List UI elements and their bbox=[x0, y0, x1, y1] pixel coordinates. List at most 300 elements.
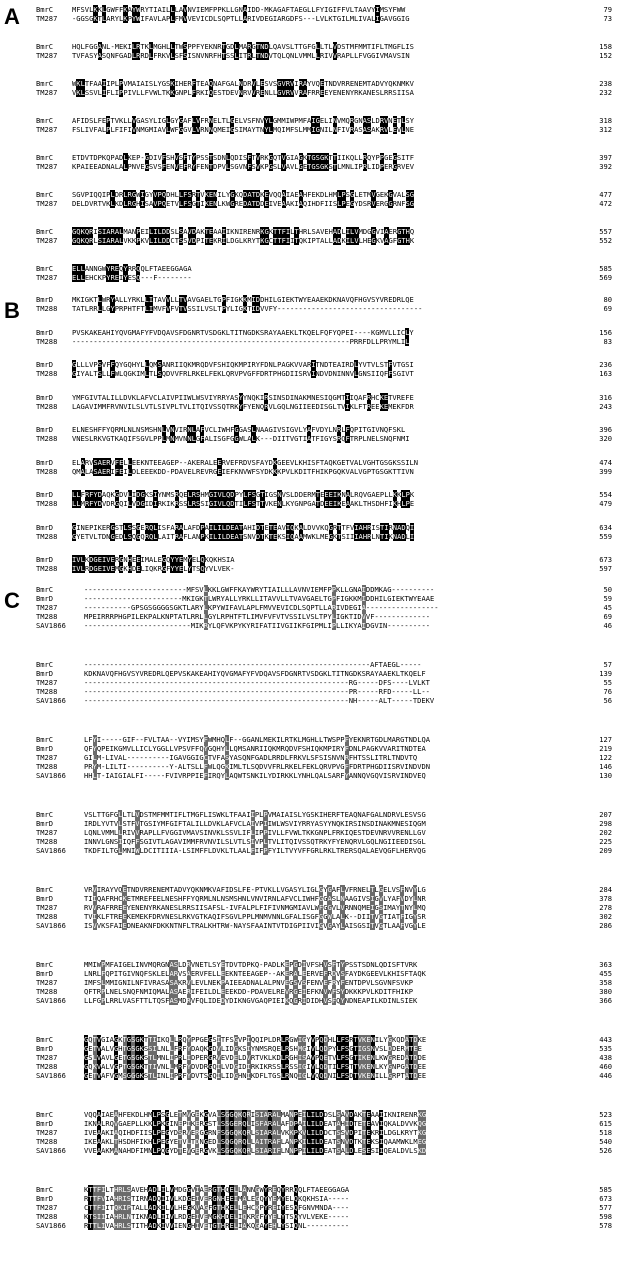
sequence-row bbox=[36, 921, 614, 930]
sequence-name: TM287 bbox=[36, 88, 58, 97]
sequence-row bbox=[36, 1062, 614, 1071]
sequence-row bbox=[36, 425, 614, 434]
residue-count: 598 bbox=[599, 1212, 612, 1221]
sequence-row bbox=[36, 696, 614, 705]
alignment-block bbox=[36, 810, 614, 855]
sequence-row bbox=[36, 532, 614, 541]
sequence-name: BmrC bbox=[36, 660, 54, 669]
panel-label: C bbox=[4, 588, 20, 613]
sequence-row bbox=[36, 1035, 614, 1044]
residue-count: 557 bbox=[599, 227, 612, 236]
sequence-name: TM288 bbox=[36, 1137, 58, 1146]
residue-count: 460 bbox=[599, 1062, 612, 1071]
sequence-name: BmrC bbox=[36, 42, 54, 51]
residue-count: 232 bbox=[599, 88, 612, 97]
sequence-row bbox=[36, 753, 614, 762]
sequence-residues: VVEAAKMANAHDFIMNLPQGYDTEVGERGVKLSGGQKQRLSIARIFLNNPPILILDEATSALDLESESIIQEALDVLSKD bbox=[84, 1146, 427, 1155]
sequence-row bbox=[36, 660, 614, 669]
sequence-row bbox=[36, 1044, 614, 1053]
residue-count: 477 bbox=[599, 190, 612, 199]
residue-count: 202 bbox=[599, 828, 612, 837]
sequence-name: TM288 bbox=[36, 612, 58, 621]
sequence-name: SAV1866 bbox=[36, 996, 66, 1005]
residue-count: 474 bbox=[599, 457, 612, 467]
sequence-residues: GIYALTSLLFWLQGKIMLTLSQDVVFRLRKELFEKLQRVPVGFFDRTPHGDIISRVINDVDNINNVLGNSIIQFFSGIVT bbox=[72, 369, 414, 378]
sequence-residues: GINEPIKERGSTLSSGERQLISFARALAFDPAILILDEATAHIDTETEAVIQKALDVVKQGRTTFVIAHRISTIRNADQI bbox=[72, 522, 415, 532]
sequence-row bbox=[36, 499, 614, 508]
residue-count: 559 bbox=[599, 531, 612, 541]
sequence-row bbox=[36, 621, 614, 630]
sequence-residues: RTTFVIAHRISTIRNADQIIVLKDGEIVERGNHEEIMALEGQYYEMYELQKQKHSIA----- bbox=[84, 1194, 350, 1203]
sequence-residues: QFTRPLNELSNQFNMIQMALASAERIFEILDLEEEKDD-PDAVELREVRGEIEFKNVWFSYDKKKPVLKDITFHIKP bbox=[84, 987, 414, 996]
alignment-block bbox=[36, 42, 614, 60]
residue-count: 152 bbox=[599, 51, 612, 60]
sequence-residues: YMFGIVTALILLDVKLAFVCLAIVPIIWLWSVIYRRYASYYNQKIRSINSDINAKMNESIQGMTIIQAFRHCKETVREFE bbox=[72, 392, 414, 402]
residue-count: 673 bbox=[599, 1194, 612, 1203]
residue-count: 209 bbox=[599, 846, 612, 855]
sequence-name: TM288 bbox=[36, 499, 58, 508]
residue-count: 446 bbox=[599, 1071, 612, 1080]
sequence-residues: VKLSSVLIFLIPPIVLLFVWLTKKGNPLFRKIQESTDEVNRVVRENLLGVRVVRAFRREEYENENYRKANESLRRSIISA bbox=[72, 88, 414, 97]
sequence-name: TM288 bbox=[36, 912, 58, 921]
sequence-name: BmrD bbox=[36, 594, 54, 603]
residue-count: 378 bbox=[599, 894, 612, 903]
panel-label: A bbox=[4, 4, 20, 29]
sequence-name: TM287 bbox=[36, 162, 58, 171]
residue-count: 243 bbox=[599, 401, 612, 411]
residue-count: 79 bbox=[603, 5, 612, 14]
sequence-residues: VSLTTGFGLLTLVDSTMFMMTIFLTMGFLISWKLTFAAIIPLPVMAIAISLYGSKIHERFTEAQNAFGALNDRVLESVSG bbox=[84, 810, 426, 819]
sequence-residues: MFSVLKKLGWFFKAYWRYTIAILLLAVNVIEMFPPKLLGNAIDD-MKAGAFTAEGLLFYIGIFFVLTAAVYIMSYFWW bbox=[72, 5, 406, 14]
sequence-row bbox=[36, 894, 614, 903]
sequence-residues: DELDVRTVKLKDLRGHISAVPQETVLFSGTIKENLKWGREDATDDEIVEAAKIAQIHDFIISLPEGYDSRVERGGRNFSG bbox=[72, 199, 415, 208]
sequence-row bbox=[36, 273, 614, 282]
sequence-name: BmrD bbox=[36, 457, 54, 467]
alignment-block bbox=[36, 523, 614, 541]
sequence-name: TM287 bbox=[36, 1053, 58, 1062]
sequence-row bbox=[36, 467, 614, 476]
sequence-name: TM288 bbox=[36, 564, 58, 573]
sequence-residues: TVIKLFTREEKEMEKFDRVNESLRKVGTKAQIFSGVLPPLMNMVNNLGFALISGFGGWLALK--DIITVGTIATFIGYSR bbox=[84, 912, 426, 921]
sequence-name: SAV1866 bbox=[36, 771, 66, 780]
sequence-name: TM287 bbox=[36, 678, 58, 687]
alignment-block bbox=[36, 153, 614, 171]
sequence-row bbox=[36, 153, 614, 162]
alignment-block bbox=[36, 458, 614, 476]
sequence-name: TM287 bbox=[36, 603, 58, 612]
sequence-residues: IKEAAKLTHSDHFIKHLPEGYETVLTDNGEDLSQGQRQLLAITRAFLANPKILILDEATSNVDTKTEKSIQAAMWKLMEG bbox=[84, 1137, 427, 1146]
sequence-residues: LLFGPLRRLVASFTTLTQSFASMDRVFQLIDEDYDIKNGVGAQPIEIKQGRIDIDHVSFQYNDNEAPILKDINLSIEK bbox=[84, 996, 418, 1005]
sequence-residues: VQQAIAEAHFEKDLHMLPSGLETMVGEKGVALSGGQKQRISIARALMANPEILILDDSLSAVDAKTEAAIIKNIRENRKG bbox=[84, 1110, 427, 1119]
alignment-block bbox=[36, 660, 614, 705]
residue-count: 552 bbox=[599, 236, 612, 245]
sequence-row bbox=[36, 837, 614, 846]
sequence-row bbox=[36, 1071, 614, 1080]
residue-count: 392 bbox=[599, 162, 612, 171]
sequence-name: BmrD bbox=[36, 669, 54, 678]
sequence-residues: GQKVALVGPTGSGKTTIVNLLMRFYDVDRGQILVDGIDIRKIKRSSLRSSIGIVLQDTILFSTTVKENLKYGNPGATDEE bbox=[84, 1062, 427, 1071]
sequence-name: TM288 bbox=[36, 531, 58, 541]
sequence-row bbox=[36, 337, 614, 346]
sequence-name: BmrC bbox=[36, 79, 54, 88]
sequence-row bbox=[36, 227, 614, 236]
sequence-row bbox=[36, 79, 614, 88]
sequence-row bbox=[36, 1212, 614, 1221]
sequence-residues: LNRLFQPITGIVNQFSKLELARVSAERVFELLEEKNTEEAGEP--AKERALEERVEFRDVSFAYDKGEEVLKHISFTAQK bbox=[84, 969, 426, 978]
alignment-block bbox=[36, 1035, 614, 1080]
sequence-residues: VRVIRAYVQETNDVRRENEMTADVYQKNMKVAFIDSLFE-PTVKLLVGASYLIGLGYGAFLVFRNELTLGELVSFNVYLG bbox=[84, 885, 426, 894]
sequence-name: TM288 bbox=[36, 762, 58, 771]
sequence-residues: HQLFGGANL-MEKILRTKLMGHLLTWSPPFYEKNRTGDLMARGTNDLQAVSLTTGFGLLTLVDSTMFMMTIFLTMGFLIS bbox=[72, 42, 414, 51]
alignment-block bbox=[36, 1185, 614, 1230]
sequence-name: TM287 bbox=[36, 199, 58, 208]
sequence-name: TM287 bbox=[36, 1203, 58, 1212]
alignment-block bbox=[36, 960, 614, 1005]
sequence-residues: -----------------------MKIGKTLWRYALLYRKLLITAVVLLTVAVGAELTGPFIGKKMIDDHILGIEKTWYEAAE bbox=[84, 594, 435, 603]
residue-count: 363 bbox=[599, 960, 612, 969]
sequence-row bbox=[36, 1221, 614, 1230]
sequence-row bbox=[36, 819, 614, 828]
residue-count: 73 bbox=[603, 14, 612, 23]
alignment-block bbox=[36, 425, 614, 443]
sequence-row bbox=[36, 678, 614, 687]
sequence-row bbox=[36, 125, 614, 134]
sequence-name: BmrC bbox=[36, 810, 54, 819]
residue-count: 139 bbox=[599, 669, 612, 678]
sequence-name: BmrD bbox=[36, 392, 54, 402]
sequence-row bbox=[36, 912, 614, 921]
sequence-name: BmrD bbox=[36, 425, 54, 434]
sequence-row bbox=[36, 771, 614, 780]
sequence-residues: KDKNAVQFHGVSYVREDRLQEPVSKAKEAHIYQVGMAFYFVDQAVSFDGNRTVSDGKLTITNGDKSRAYAAEKLTKQELF bbox=[84, 669, 426, 678]
sequence-residues: ELLANNGWYREQYRRQQLFTAEEGGAGA bbox=[72, 264, 192, 273]
sequence-residues: IKNALRQVGAEPLLKKLPKGINEPIKERGSTLSSGERQLISFARALAFDPAILILDEATAHIDTETEAVIQKALDVVKQG bbox=[84, 1119, 427, 1128]
sequence-name: BmrD bbox=[36, 969, 54, 978]
sequence-name: TM288 bbox=[36, 687, 58, 696]
residue-count: 312 bbox=[599, 125, 612, 134]
residue-count: 472 bbox=[599, 199, 612, 208]
sequence-residues: --------------------------------------------------------------RG-----DFS----LVLKT bbox=[84, 678, 430, 687]
sequence-residues: LLFRFYDAQKGDVLIDGKSIYNMSRQELRSHMGIVLQDPYLFSGTIGSNVSLDDERMTEEEIKNALRQVGAEPLLKKLPK bbox=[72, 490, 415, 499]
sequence-residues: VNESLRKVGTKAQIFSGVLPPLMNMVNNLGFALISGFGGWLALK---DIITVGTIATFIGYSRQFTRPLNELSNQFNMI bbox=[72, 434, 410, 443]
alignment-block bbox=[36, 116, 614, 134]
residue-count: 122 bbox=[599, 753, 612, 762]
residue-count: 59 bbox=[603, 594, 612, 603]
sequence-row bbox=[36, 564, 614, 573]
sequence-name: TM288 bbox=[36, 434, 58, 443]
sequence-name: TM287 bbox=[36, 51, 58, 60]
sequence-residues: ELARVSAERVFELLEEKNTEEAGEP--AKERALEERVEFRDVSFAYDKGEEVLKHISFTAQKGETVALVGHTGSGKSSILN bbox=[72, 457, 419, 467]
residue-count: 225 bbox=[599, 837, 612, 846]
alignment-block bbox=[36, 190, 614, 208]
sequence-row bbox=[36, 978, 614, 987]
sequence-residues: LAGAVIMMFRVNVILSLVTLSIVPLTVLITQIVSSQTRKYFYENQRVLGQLNGIIEEDISGLTVIKLFTREEKEMEKFDR bbox=[72, 401, 414, 411]
sequence-name: TM287 bbox=[36, 978, 58, 987]
sequence-row bbox=[36, 51, 614, 60]
sequence-name: BmrD bbox=[36, 1194, 54, 1203]
sequence-residues: TIIQAFRHCKETMREFEELNESHFFYQRMLNLNSMSHNLVNVIRNLAFVCLIWHFGGASLNAAGIVSIGVLYAFVDYLNR bbox=[84, 894, 426, 903]
sequence-name: TM288 bbox=[36, 369, 58, 378]
residue-count: 438 bbox=[599, 1053, 612, 1062]
sequence-row bbox=[36, 190, 614, 199]
residue-count: 207 bbox=[599, 810, 612, 819]
residue-count: 83 bbox=[603, 336, 612, 346]
sequence-row bbox=[36, 585, 614, 594]
sequence-name: BmrD bbox=[36, 744, 54, 753]
sequence-name: BmrC bbox=[36, 227, 54, 236]
sequence-row bbox=[36, 369, 614, 378]
sequence-residues: LLMRFYDVDRGQILVDGIDIRKIKRSSLRSSIGIVLQDTILFSTTVKENLKYGNPGATDEEIKEAAKLTHSDHFIKHLPE bbox=[72, 499, 415, 508]
residue-count: 156 bbox=[599, 327, 612, 337]
sequence-row bbox=[36, 304, 614, 313]
residue-count: 163 bbox=[599, 369, 612, 378]
sequence-name: BmrC bbox=[36, 735, 54, 744]
residue-count: 585 bbox=[599, 264, 612, 273]
residue-count: 146 bbox=[599, 762, 612, 771]
sequence-name: TM287 bbox=[36, 828, 58, 837]
residue-count: 284 bbox=[599, 885, 612, 894]
sequence-row bbox=[36, 669, 614, 678]
alignment-block bbox=[36, 393, 614, 411]
sequence-name: SAV1866 bbox=[36, 1071, 66, 1080]
sequence-row bbox=[36, 555, 614, 564]
residue-count: 585 bbox=[599, 1185, 612, 1194]
sequence-residues: PRYM-LILTI----------Y-ALTSLLFWLQGKIMLTLSQDVVFRLRKELFEKLQRVPVGFFDRTPHGDIISRVINDVDN bbox=[84, 762, 431, 771]
alignment-block bbox=[36, 885, 614, 930]
residue-count: 57 bbox=[603, 660, 612, 669]
residue-count: 80 bbox=[603, 295, 612, 304]
residue-count: 318 bbox=[599, 116, 612, 125]
residue-count: 578 bbox=[599, 1221, 612, 1230]
sequence-residues: SGVPIQQIPLDRLRGWIGYVPQDHLLFSRTVKENILYGKQDATDKEVQQAIAEAHFEKDLHMLPSGLETMVGEKGVALSG bbox=[72, 190, 415, 199]
sequence-row bbox=[36, 996, 614, 1005]
alignment-block bbox=[36, 328, 614, 346]
sequence-residues: TVFASYASQNFGADLRRDLFRKVLSFSISNVNRFHTSSLITRLTNDVTQLQNLVMMLLRIVVRAPLLFVGGIVMAVSIN bbox=[72, 51, 410, 60]
alignment-block bbox=[36, 585, 614, 630]
residue-count: 399 bbox=[599, 466, 612, 476]
sequence-name: BmrD bbox=[36, 555, 54, 564]
sequence-row bbox=[36, 328, 614, 337]
sequence-residues: IMFSLMMIGNILNFIVRASASAKRVLEVLNEKPAIEEADNALALPNVEGSVSFENVEFRYFENTDPVLSGVNFSVKP bbox=[84, 978, 414, 987]
sequence-name: TM288 bbox=[36, 837, 58, 846]
sequence-residues: IVEAAKIAQIHDFIISLPEGYDSRVERGGRNFSGGQKQRLSIARALVKKPKVLILDDCTSSVDPITEKRILDGLKRYTKG bbox=[84, 1128, 427, 1137]
sequence-row bbox=[36, 903, 614, 912]
sequence-name: TM287 bbox=[36, 236, 58, 245]
residue-count: 455 bbox=[599, 969, 612, 978]
sequence-row bbox=[36, 458, 614, 467]
sequence-row bbox=[36, 987, 614, 996]
sequence-residues: --------------------------------------------------------------NH-----ALT-----TDEKV bbox=[84, 696, 435, 705]
sequence-residues: GQKQRISIARALMANPEILILDDSLSAVDAKTEAAIIKNIRENRKGKTTFILTHRLSAVEHADLILVMDGGVIAERGTHQ bbox=[72, 227, 415, 236]
sequence-name: SAV1866 bbox=[36, 696, 66, 705]
sequence-name: SAV1866 bbox=[36, 1221, 66, 1230]
sequence-name: TM288 bbox=[36, 1062, 58, 1071]
sequence-residues: IRDLYVTVLSTFVTGSIYMFGIFTALILLDVKLAFVCLAIVPIIWLWSVIYRRYASYYNQKIRSINSDINAKMNESIQGM bbox=[84, 819, 426, 828]
sequence-residues: GQKQRLSIARALVKKPKVLILDDCTSSVDPITEKRILDGLKRYTKGCTTFIITQKIPTALLADKILVLHEGKVAGFGTHK bbox=[72, 236, 415, 245]
alignment-block bbox=[36, 295, 614, 313]
sequence-residues: GQTVGIAGKTGSGKTTIIKQLLRQYPPGEGSITFSGVPIQQIPLDRLRGWIGYVPQDHLLFSRTVKENILYGKQDATDKE bbox=[84, 1035, 427, 1044]
sequence-row bbox=[36, 14, 614, 23]
sequence-name: BmrD bbox=[36, 1044, 54, 1053]
sequence-residues: GILM-LIVAL----------IGAVGGIGCTVFASYASQNFGADLRRDLFRKVLSFSISNVNRFHTSSLITRLTNDVTQ bbox=[84, 753, 418, 762]
residue-count: 443 bbox=[599, 1035, 612, 1044]
sequence-row bbox=[36, 762, 614, 771]
residue-count: 69 bbox=[603, 612, 612, 621]
sequence-row bbox=[36, 1194, 614, 1203]
sequence-name: TM287 bbox=[36, 14, 58, 23]
sequence-name: TM288 bbox=[36, 987, 58, 996]
sequence-row bbox=[36, 1053, 614, 1062]
residue-count: 523 bbox=[599, 1110, 612, 1119]
sequence-residues: ETDVTDPKQPADLKEP-GDIVFSHVSFTYPSSTSDNLQDISFTVRKGQTVGIAGKTGSGKTTIIKQLLRQYPPGEGSITF bbox=[72, 153, 414, 162]
sequence-residues: GETVALVGHTGSGKSSILNLLFRFYDAQKGDVLIDGKSIYNMSRQELRSHMGIVLQDPYLFSGTIGSNVSLDDERMTEE bbox=[84, 1044, 422, 1053]
sequence-name: BmrD bbox=[36, 894, 54, 903]
sequence-name: BmrD bbox=[36, 295, 54, 304]
residue-count: 238 bbox=[599, 79, 612, 88]
sequence-row bbox=[36, 295, 614, 304]
residue-count: 219 bbox=[599, 744, 612, 753]
sequence-row bbox=[36, 969, 614, 978]
residue-count: 236 bbox=[599, 360, 612, 369]
sequence-name: BmrC bbox=[36, 960, 54, 969]
sequence-residues: KPAIEEADNALALPNVEGSVSFENVEFRYFENTDPVLSGVNFSVKPGSLVAVLGETGSGKSTLMNLIPRLIDPERGRVEV bbox=[72, 162, 414, 171]
sequence-residues: FSLIVFALPLFIFIVNMGMIAVLWFGGVLVRNNQMEIGSIMAYTNYLMQIMFSLMMIGNILNFIVRASASAKRVLEVLNE bbox=[72, 125, 414, 134]
sequence-residues: ELNESHFFYQRMLNLNSMSHNLVNVIRNLAFVCLIWHFGGASLNAAGIVSIGVLYAFVDYLNRLFQPITGIVNQFSKL bbox=[72, 425, 406, 434]
sequence-residues: GLLLVPSVFFQYGQHYLLQMSANRIIQKMRQDVFSHIQKMPIRYFDNLPAGKVVARITNDTEAIRDLYVTVLSTFVTGSI bbox=[72, 360, 414, 369]
sequence-residues: LFYI-----GIF--FVLTAA--VYIMSYFWMHQLF--GGANLMEKILRTKLMGHLLTWSPPFYEKNRTGDLMARGTNDLQA bbox=[84, 735, 431, 744]
sequence-row bbox=[36, 236, 614, 245]
sequence-row bbox=[36, 523, 614, 532]
sequence-residues: RVVRAFRREEYENENYRKANESLRRSIISAFSL-IVFALPLFIFIVNMGMIAVLWFGGVLVRNNQMEIGSIMAYTNYLMQ bbox=[84, 903, 426, 912]
sequence-residues: QFYQPEIKGMVLLICLYGGLLVPSVFFQYGQHYLLQMSANRIIQKMRQDVFSHIQKMPIRYFDNLPAGKVVARITNDTEA bbox=[84, 744, 426, 753]
residue-count: 56 bbox=[603, 696, 612, 705]
sequence-name: SAV1866 bbox=[36, 1146, 66, 1155]
sequence-row bbox=[36, 1137, 614, 1146]
panel-label: B bbox=[4, 298, 20, 323]
sequence-residues: ISVVKSFAIEDNEAKNFDKKNTNFLTRALKHTRW-NAYSFAAINTVTDIGPIIVIGVGAYLAISGSITVGTLAAFVGYLE bbox=[84, 921, 426, 930]
sequence-row bbox=[36, 434, 614, 443]
sequence-name: TM287 bbox=[36, 753, 58, 762]
residue-count: 286 bbox=[599, 921, 612, 930]
sequence-name: TM288 bbox=[36, 466, 58, 476]
sequence-name: BmrC bbox=[36, 885, 54, 894]
sequence-row bbox=[36, 1119, 614, 1128]
sequence-residues: -GGSGKTLARYLKPYWIFAVLAPLFMVVEVICDLSQPTLLARIVDEGIARGDFS---LVLKTGILMLIVALIGAVGGIG bbox=[72, 14, 410, 23]
residue-count: 396 bbox=[599, 425, 612, 434]
sequence-name: BmrD bbox=[36, 522, 54, 532]
sequence-row bbox=[36, 42, 614, 51]
residue-count: 46 bbox=[603, 621, 612, 630]
sequence-row bbox=[36, 199, 614, 208]
sequence-residues: MKIGKTLWRYALLYRKLLITAVVLLTVAVGAELTGPFIGKKMIDDHILGIEKTWYEAAEKDKNAVQFHGVSYVREDRLQE bbox=[72, 295, 414, 304]
residue-count: 597 bbox=[599, 564, 612, 573]
sequence-residues: -----------------------------------------------------------------PRRFDLLPRYMLIL bbox=[72, 336, 410, 346]
sequence-residues: RTTLIVAHRLSTITHADKIVVIENGHIVETGTHRELIAKQGAYEHLYSIQNL---------- bbox=[84, 1221, 350, 1230]
alignment-block bbox=[36, 227, 614, 245]
sequence-name: TM287 bbox=[36, 125, 58, 134]
sequence-name: TM287 bbox=[36, 903, 58, 912]
sequence-row bbox=[36, 1128, 614, 1137]
alignment-block bbox=[36, 490, 614, 508]
residue-count: 158 bbox=[599, 42, 612, 51]
sequence-name: BmrC bbox=[36, 190, 54, 199]
alignment-block bbox=[36, 735, 614, 780]
sequence-residues: AFIDSLFEPTVKLLVGASYLIGLGYGAFLVFRNELTLGELVSFNVYLGMMIWPMFAIGELINVMQRGNASLDRVNETLSY bbox=[72, 116, 414, 125]
sequence-row bbox=[36, 687, 614, 696]
residue-count: 577 bbox=[599, 1203, 612, 1212]
sequence-row bbox=[36, 1110, 614, 1119]
residue-count: 302 bbox=[599, 912, 612, 921]
sequence-residues: INNVLGNSIIQFFSGIVTLAGAVIMMFRVNVILSLVTLSIVPLTVLITQIVSSQTRKYFYENQRVLGQLNGIIEEDISGL bbox=[84, 837, 426, 846]
sequence-row bbox=[36, 846, 614, 855]
sequence-residues: KTTFILTHRLSAVEHADLILVMDGGVIAERGTHQELLANNGWYREQYRRQQLFTAEEGGAGA bbox=[84, 1185, 350, 1194]
sequence-row bbox=[36, 162, 614, 171]
sequence-residues: TKDFILTGLMNIWLDCITIIIA-LSIMFFLDVKLTLAALFIFPFYILTVYVFFGRLRKLTRERSQALAEVQGFLHERVQG bbox=[84, 846, 426, 855]
residue-count: 479 bbox=[599, 499, 612, 508]
sequence-residues: ------------------------MFSVLKKLGWFFKAYWRYTIAILLLAVNVIEMFPPKLLGNAIDDMKAG---------- bbox=[84, 585, 435, 594]
residue-count: 130 bbox=[599, 771, 612, 780]
sequence-residues: KTSIIIAHRLNTIKNADLIIVLRDGEIVEMGKHDELIQKRGFYYELYTSQYVLVEKE----- bbox=[84, 1212, 350, 1221]
sequence-residues: IVLKDGEIVERGNHEEIMALEGQYYEMYELQKQKHSIA bbox=[72, 555, 235, 564]
residue-count: 127 bbox=[599, 735, 612, 744]
sequence-residues: MPEIRRRPHGPILEKPALKNPTATLRRLLGYLRPHTFTLIMVFVFVTVSSILVSLTPYLIGKTIDVVF------------- bbox=[84, 612, 430, 621]
residue-count: 380 bbox=[599, 987, 612, 996]
sequence-residues: --------------------------------------------------------------PR-----RFD-----LL-- bbox=[84, 687, 430, 696]
sequence-row bbox=[36, 810, 614, 819]
sequence-row bbox=[36, 744, 614, 753]
residue-count: 535 bbox=[599, 1044, 612, 1053]
sequence-name: BmrC bbox=[36, 5, 54, 14]
residue-count: 69 bbox=[603, 304, 612, 313]
sequence-row bbox=[36, 88, 614, 97]
sequence-residues: GETVAFVGMSGGGKSTLINLIPRFYDVTSGQILIDGHNIKDFLTGSLRNQIGLVQQDNILFSDTVKENILLGRPTATDEE bbox=[84, 1071, 427, 1080]
alignment-block bbox=[36, 360, 614, 378]
residue-count: 358 bbox=[599, 978, 612, 987]
sequence-name: BmrD bbox=[36, 327, 54, 337]
sequence-row bbox=[36, 885, 614, 894]
sequence-name: BmrC bbox=[36, 264, 54, 273]
sequence-row bbox=[36, 5, 614, 14]
sequence-name: BmrC bbox=[36, 585, 54, 594]
sequence-name: TM287 bbox=[36, 1128, 58, 1137]
sequence-row bbox=[36, 735, 614, 744]
residue-count: 45 bbox=[603, 603, 612, 612]
sequence-residues: GSLVAVLGETGSGKSTLMNLIPRLIDPERGRVEVDELDVRTVKLKDLRGHISAVPQETVLFSGTIKENLKWGREDATDDE bbox=[84, 1053, 427, 1062]
sequence-row bbox=[36, 264, 614, 273]
alignment-block bbox=[36, 5, 614, 23]
residue-count: 397 bbox=[599, 153, 612, 162]
sequence-name: BmrD bbox=[36, 1119, 54, 1128]
residue-count: 673 bbox=[599, 555, 612, 564]
sequence-name: BmrD bbox=[36, 360, 54, 369]
sequence-residues: TATLRRLLGYPRPHTFTLIMVFVFVTVSSILVSLTPYLIGKTIDVVFY---------------------------------- bbox=[72, 304, 423, 313]
residue-count: 518 bbox=[599, 1128, 612, 1137]
residue-count: 615 bbox=[599, 1119, 612, 1128]
sequence-name: BmrD bbox=[36, 490, 54, 499]
residue-count: 278 bbox=[599, 903, 612, 912]
sequence-row bbox=[36, 603, 614, 612]
sequence-name: BmrD bbox=[36, 819, 54, 828]
sequence-residues: WKLTFAAIIPLPVMAIAISLYGSKIHERFTEAQNAFGALNDRVLESVSGVRVIRAYVQETNDVRRENEMTADVYQKNMKV bbox=[72, 79, 414, 88]
sequence-name: TM288 bbox=[36, 304, 58, 313]
sequence-row bbox=[36, 393, 614, 402]
sequence-residues: MMIWPMFAIGELINVMQRGNASLDRVNETLSYETDVTDPKQ-PADLKEPGDIVFSHVSFTYPSSTSDNLQDISFTVRK bbox=[84, 960, 418, 969]
alignment-block bbox=[36, 264, 614, 282]
sequence-residues: QMALASAERIFEILDLEEEKDD-PDAVELREVRGEIEFKNVWFSYDKKKPVLKDITFHIKPGQKVALVGPTGSGKTTIVN bbox=[72, 466, 414, 476]
sequence-name: TM288 bbox=[36, 401, 58, 411]
sequence-name: BmrC bbox=[36, 1035, 54, 1044]
sequence-row bbox=[36, 1203, 614, 1212]
